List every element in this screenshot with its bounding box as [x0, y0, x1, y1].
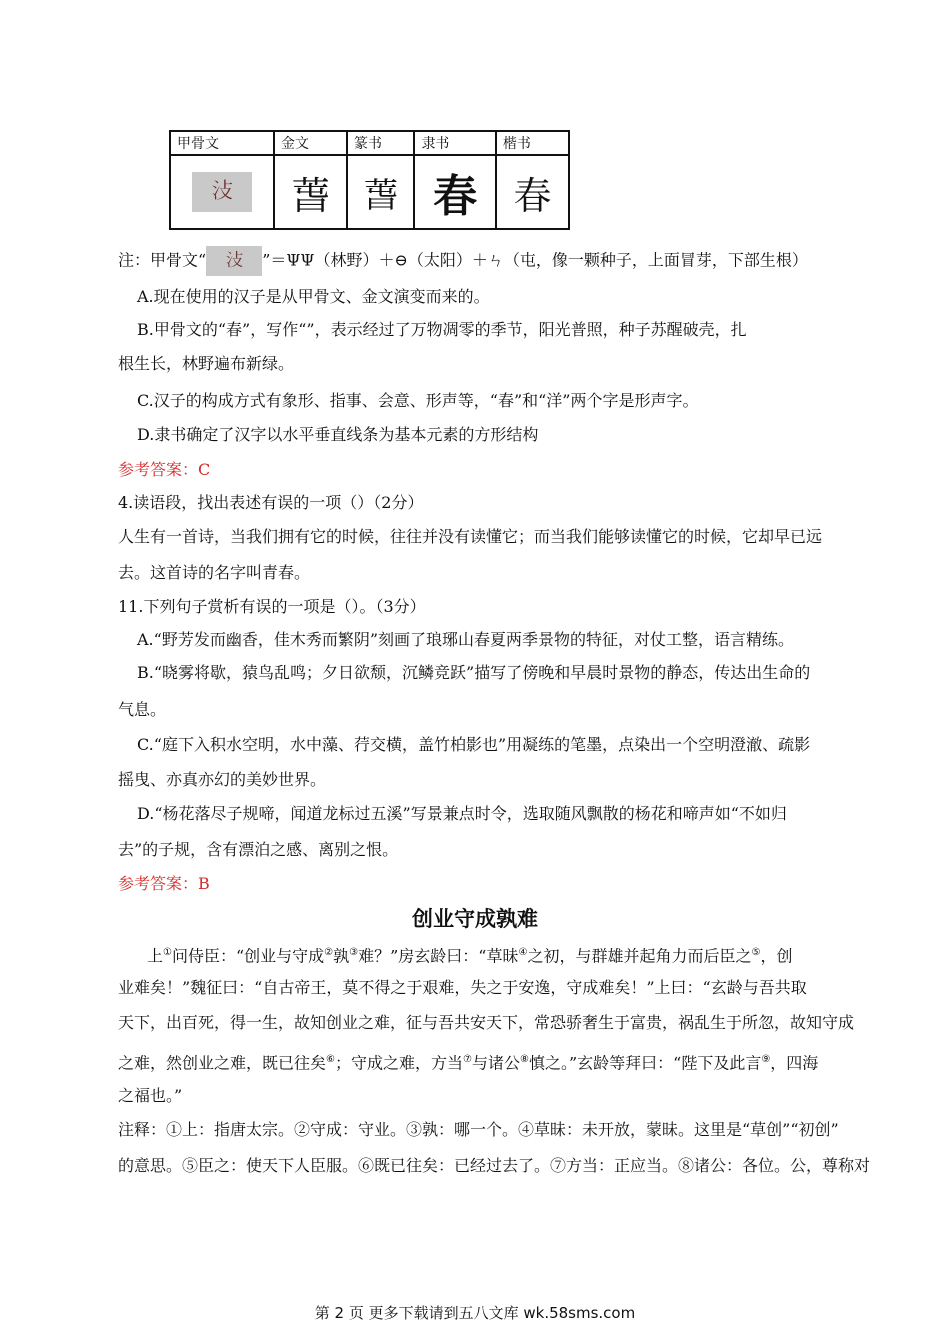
header-oracle: 甲骨文 — [170, 131, 274, 155]
q4-paragraph-line2: 去。这首诗的名字叫青春。 — [118, 563, 311, 582]
passage-title: 创业守成孰难 — [412, 907, 538, 931]
q4-title: 4.读语段，找出表述有误的一项（）（2分） — [118, 493, 424, 512]
regular-glyph: 春 — [496, 155, 569, 229]
passage-line1: 上①问侍臣：“创业与守成②孰③难？”房玄龄曰：“草昧④之初，与群雄并起角力而后臣之⑤，创 — [147, 946, 793, 966]
header-bronze: 金文 — [274, 131, 347, 155]
header-clerical: 隶书 — [414, 131, 495, 155]
seal-glyph: 萅 — [347, 155, 414, 229]
passage-line4: 之难，然创业之难，既已往矣⑥；守成之难，方当⑦与诸公⑧慎之。”玄龄等拜曰：“陛下及此言⑨，四海 — [118, 1053, 819, 1073]
notes-line1: 注释：①上：指唐太宗。②守成：守业。③孰：哪一个。④草昧：未开放，蒙昧。这里是“草创”“初创” — [118, 1120, 839, 1139]
bronze-glyph: 萅 — [274, 155, 347, 229]
notes-line2: 的意思。⑤臣之：使天下人臣服。⑥既已往矣：已经过去了。⑦方当：正应当。⑧诸公：各位。公，尊称对 — [118, 1156, 871, 1175]
oracle-glyph-cell — [170, 155, 274, 229]
answer-b: 参考答案：B — [118, 874, 210, 893]
passage-line3: 天下，出百死，得一生，故知创业之难，征与吾共安天下，常恐骄奢生于富贵，祸乱生于所忽，故知守成 — [118, 1013, 855, 1032]
option-a: A.现在使用的汉子是从甲骨文、金文演变而来的。 — [137, 287, 490, 306]
sprout-glyph: ㄣ — [487, 250, 504, 270]
option-d: D.隶书确定了汉字以水平垂直线条为基本元素的方形结构 — [137, 425, 539, 444]
q11-option-a: A.“野芳发而幽香，佳木秀而繁阴”刻画了琅琊山春夏两季景物的特征，对仗工整，语言精练。 — [137, 630, 795, 649]
header-regular: 楷书 — [496, 131, 569, 155]
q11-option-c-line2: 摇曳、亦真亦幻的美妙世界。 — [118, 770, 327, 789]
oracle-glyph-inline: 𣲏 — [206, 246, 262, 276]
header-seal: 篆书 — [347, 131, 414, 155]
option-c: C.汉子的构成方式有象形、指事、会意、形声等，“春”和“洋”两个字是形声字。 — [137, 391, 699, 410]
passage-line5: 之福也。” — [118, 1086, 183, 1105]
option-b-line1: B.甲骨文的“春”，写作“”，表示经过了万物凋零的季节，阳光普照，种子苏醒破壳，扎 — [137, 320, 747, 339]
oracle-glyph-image: 𣲏 — [192, 172, 252, 212]
q11-option-c-line1: C.“庭下入积水空明，水中藻、荇交横，盖竹柏影也”用凝练的笔墨，点染出一个空明澄澈、疏影 — [137, 735, 811, 754]
q11-option-d-line1: D.“杨花落尽子规啼，闻道龙标过五溪”写景兼点时令，选取随风飘散的杨花和啼声如“不如归 — [137, 804, 787, 823]
passage-line2: 业难矣！”魏征曰：“自古帝王，莫不得之于艰难，失之于安逸，守成难矣！”上曰：“玄龄与吾共取 — [118, 978, 807, 997]
option-b-line2: 根生长，林野遍布新绿。 — [118, 354, 295, 373]
table-note: 注：甲骨文“ 𣲏 ”＝ΨΨ（林野）＋⊖（太阳）＋ㄣ（屯，像一颗种子，上面冒芽，下部生根） — [118, 246, 808, 276]
q11-option-b-line2: 气息。 — [118, 700, 167, 719]
q11-title: 11.下列句子赏析有误的一项是（）。（3分） — [118, 597, 426, 616]
q4-paragraph-line1: 人生有一首诗，当我们拥有它的时候，往往并没有读懂它；而当我们能够读懂它的时候，它却早已远 — [118, 527, 823, 546]
forest-glyph: ΨΨ — [286, 250, 315, 270]
clerical-glyph: 春 — [414, 155, 495, 229]
script-evolution-table — [169, 130, 570, 230]
sun-glyph: ⊖ — [394, 250, 408, 270]
q11-option-b-line1: B.“晓雾将歇，猿鸟乱鸣；夕日欲颓，沉鳞竞跃”描写了傍晚和早晨时景物的静态，传达出生命的 — [137, 663, 811, 682]
q11-option-d-line2: 去”的子规，含有漂泊之感、离别之恨。 — [118, 840, 399, 859]
answer-c: 参考答案：C — [118, 460, 211, 479]
page-footer: 第 2 页 更多下载请到五八文库 wk.58sms.com — [314, 1304, 636, 1322]
